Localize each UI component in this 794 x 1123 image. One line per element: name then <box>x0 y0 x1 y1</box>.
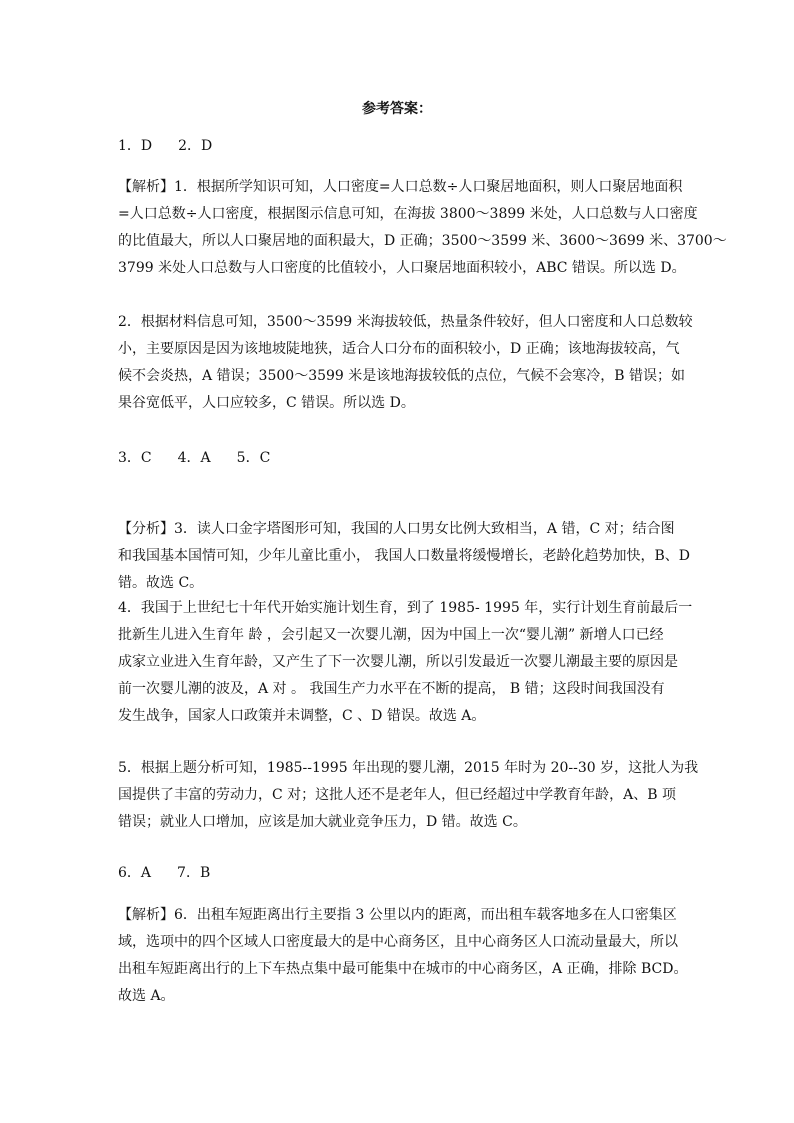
text-line: 发生战争，国家人口政策并未调整，C 、D 错误。故选 A。 <box>118 708 486 724</box>
page-title: 参考答案： <box>362 101 432 117</box>
answer-3: 3．C <box>118 450 152 466</box>
text-line: 【解析】1．根据所学知识可知，人口密度=人口总数÷人口聚居地面积，则人口聚居地面积 <box>118 179 683 195</box>
explanation-2 <box>118 309 698 417</box>
text-line: 批新生儿进入生育年 龄 ，会引起又一次婴儿潮，因为中国上一次“婴儿潮” 新增人口已经 <box>118 627 664 643</box>
text-line: 和我国基本国情可知，少年儿童比重小， 我国人口数量将缓慢增长，老龄化趋势加快，B、D <box>118 548 690 564</box>
text-line: 错误；就业人口增加，应该是加大就业竞争压力，D 错。故选 C。 <box>118 814 527 830</box>
text-line: 成家立业进入生育年龄，又产生了下一次婴儿潮，所以引发最近一次婴儿潮最主要的原因是 <box>118 654 678 670</box>
text-line: 小，主要原因是因为该地坡陡地狭，适合人口分布的面积较小，D 正确；该地海拔较高，气 <box>118 341 680 357</box>
text-line: 候不会炎热，A 错误；3500～3599 米是该地海拔较低的点位，气候不会寒冷，B 错误；如 <box>118 368 686 384</box>
answer-7: 7．B <box>177 865 211 881</box>
text-line: 【分析】3．读人口金字塔图形可知，我国的人口男女比例大致相当，A 错，C 对；结合图 <box>118 521 675 537</box>
explanation-5 <box>118 755 698 836</box>
text-line: 3799 米处人口总数与人口密度的比值较小，人口聚居地面积较小，ABC 错误。所以选 D。 <box>118 260 686 276</box>
answer-2: 2．D <box>178 138 213 154</box>
answer-6: 6．A <box>118 865 152 881</box>
text-line: 5．根据上题分析可知，1985--1995 年出现的婴儿潮，2015 年时为 20--30 岁，这批人为我 <box>118 760 699 776</box>
text-line: 的比值最大，所以人口聚居地的面积最大，D 正确；3500～3599 米、3600～3699 米、3700～ <box>118 233 727 249</box>
answer-1: 1．D <box>118 138 153 154</box>
answer-row-3-5 <box>118 445 698 472</box>
text-line: 4．我国于上世纪七十年代开始实施计划生育，到了 1985- 1995 年，实行计划生育前最后一 <box>118 600 693 616</box>
text-line: =人口总数÷人口密度，根据图示信息可知，在海拔 3800～3899 米处，人口总数与人口密度 <box>118 206 698 222</box>
answer-row-1-2 <box>118 133 698 160</box>
answer-4: 4．A <box>177 450 211 466</box>
explanation-3 <box>118 516 698 597</box>
text-line: 果谷宽低平，人口应较多，C 错误。所以选 D。 <box>118 395 415 411</box>
answer-row-6-7 <box>118 860 698 887</box>
text-line: 国提供了丰富的劳动力，C 对；这批人还不是老年人，但已经超过中学教育年龄，A、B 项 <box>118 787 677 803</box>
text-line: 【解析】6．出租车短距离出行主要指 3 公里以内的距离，而出租车载客地多在人口密集区 <box>118 907 677 923</box>
text-line: 故选 A。 <box>118 988 175 1004</box>
text-line: 2．根据材料信息可知，3500～3599 米海拔较低，热量条件较好，但人口密度和人口总数较 <box>118 314 693 330</box>
text-line: 错。故选 C。 <box>118 575 204 591</box>
explanation-4 <box>118 595 698 730</box>
text-line: 前一次婴儿潮的波及，A 对 。 我国生产力水平在不断的提高， B 错；这段时间我国没有 <box>118 681 665 697</box>
answer-5: 5．C <box>236 450 271 466</box>
explanation-6 <box>118 902 698 1010</box>
text-line: 域，选项中的四个区域人口密度最大的是中心商务区，且中心商务区人口流动量最大，所以 <box>118 934 678 950</box>
text-line: 出租车短距离出行的上下车热点集中最可能集中在城市的中心商务区，A 正确，排除 BCD。 <box>118 961 688 977</box>
explanation-1 <box>118 174 727 282</box>
